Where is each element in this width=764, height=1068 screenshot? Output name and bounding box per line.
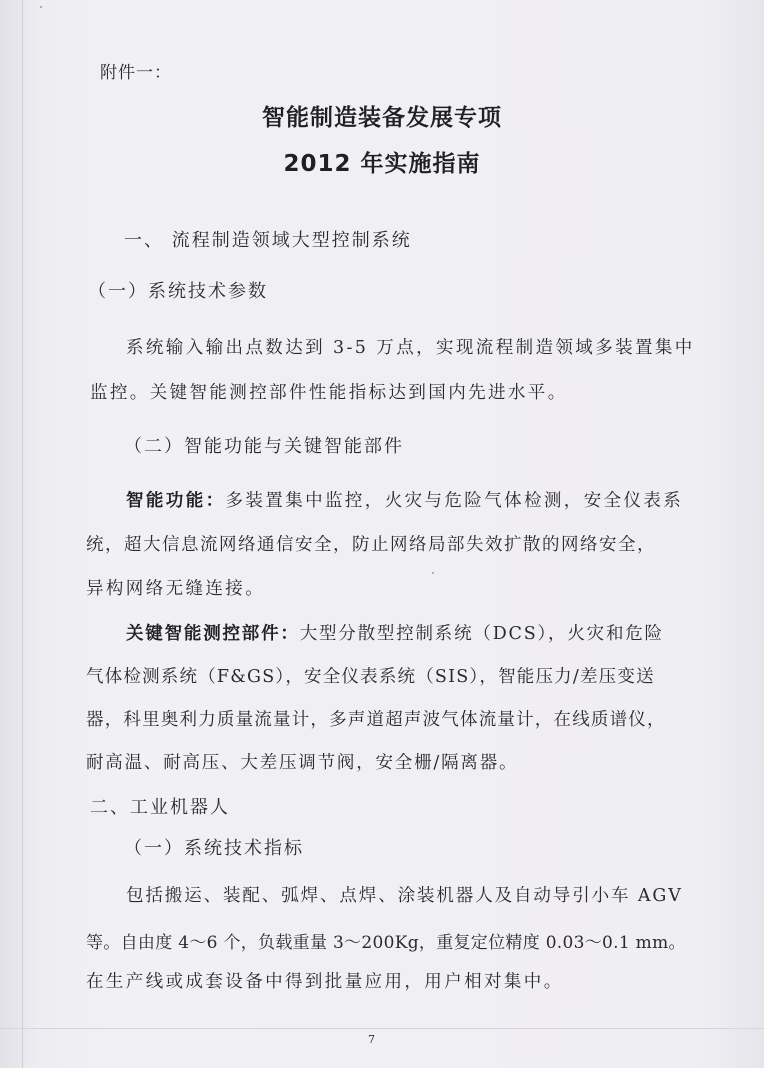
section1-sub1-heading: （一）系统技术参数 <box>88 281 268 302</box>
document-title: 智能制造装备发展专项 <box>262 105 502 131</box>
paragraph-line: 在生产线或成套设备中得到批量应用，用户相对集中。 <box>86 972 564 992</box>
section1-sub2-heading: （二）智能功能与关键智能部件 <box>124 436 404 457</box>
parts-text: 大型分散型控制系统（DCS），火灾和危险 <box>299 624 664 644</box>
paragraph-line: 气体检测系统（F&GS），安全仪表系统（SIS），智能压力/差压变送 <box>86 667 655 687</box>
scan-speck <box>432 572 434 574</box>
paragraph-line: 监控。关键智能测控部件性能指标达到国内先进水平。 <box>90 383 568 403</box>
parts-label: 关键智能测控部件： <box>126 624 300 644</box>
section2-heading: 二、工业机器人 <box>90 797 230 818</box>
section1-heading: 一、 流程制造领域大型控制系统 <box>124 230 412 251</box>
func-text: 多装置集中监控，火灾与危险气体检测，安全仪表系 <box>225 491 684 511</box>
paragraph-line <box>126 620 664 645</box>
page-fold <box>0 1028 764 1029</box>
paragraph-line: 系统输入输出点数达到 3-5 万点，实现流程制造领域多装置集中 <box>126 338 695 358</box>
attachment-label: 附件一： <box>100 63 172 83</box>
paragraph-line: 异构网络无缝连接。 <box>86 579 266 599</box>
paragraph-line: 等。自由度 4～6 个，负载重量 3～200Kg，重复定位精度 0.03～0.1 mm。 <box>86 933 686 953</box>
section2-sub1-heading: （一）系统技术指标 <box>124 838 304 859</box>
paragraph-line: 耐高温、耐高压、大差压调节阀，安全栅/隔离器。 <box>86 753 519 773</box>
func-label: 智能功能： <box>126 491 226 511</box>
page-number: 7 <box>368 1033 375 1046</box>
paragraph-line: 器，科里奥利力质量流量计，多声道超声波气体流量计，在线质谱仪， <box>86 710 666 730</box>
paragraph-line <box>126 487 683 512</box>
paragraph-line: 包括搬运、装配、弧焊、点焊、涂装机器人及自动导引小车 AGV <box>126 886 683 906</box>
scan-speck <box>40 6 42 8</box>
paragraph-line: 统，超大信息流网络通信安全，防止网络局部失效扩散的网络安全， <box>86 535 656 555</box>
document-subtitle: 2012 年实施指南 <box>283 151 481 177</box>
